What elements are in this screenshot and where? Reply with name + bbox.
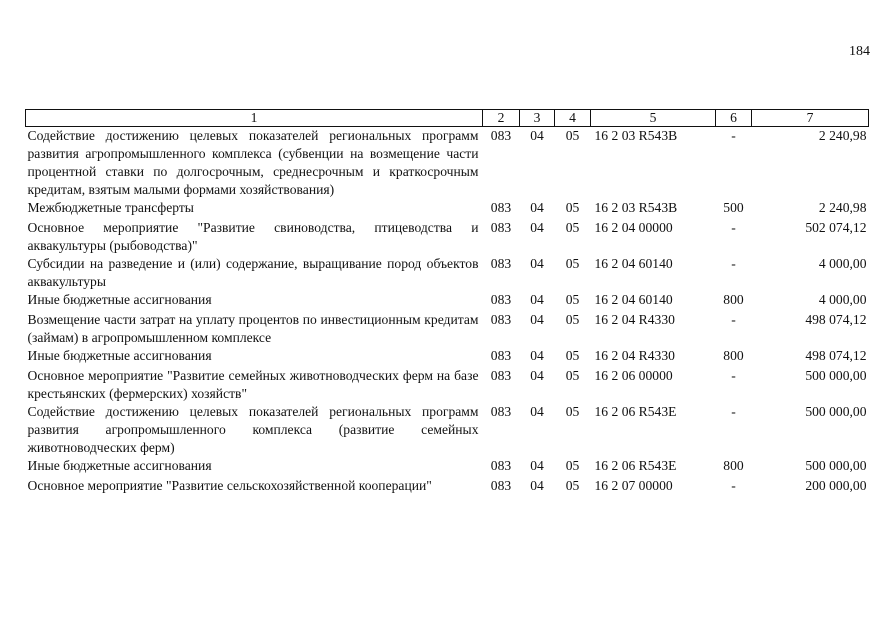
row-subsection: 05: [565, 404, 580, 419]
row-subsection: 05: [565, 368, 580, 383]
row-section: 04: [530, 368, 544, 383]
table-row: [26, 457, 869, 477]
row-code-ministry: 083: [490, 368, 512, 383]
row-name: Иные бюджетные ассигнования: [27, 348, 212, 363]
row-section: 04: [530, 220, 544, 235]
row-amount: 502 074,12: [805, 220, 867, 235]
row-target-article: 16 2 04 60140: [594, 256, 673, 271]
row-section: 04: [530, 348, 544, 363]
row-amount: 200 000,00: [805, 478, 867, 493]
page-number: 184: [849, 44, 870, 59]
row-code-ministry: 083: [490, 478, 512, 493]
column-header: 4: [555, 110, 591, 127]
row-expense-type: -: [731, 368, 736, 383]
row-subsection: 05: [565, 220, 580, 235]
column-header: 7: [752, 110, 869, 127]
row-subsection: 05: [565, 128, 580, 143]
row-target-article: 16 2 07 00000: [594, 478, 673, 493]
row-section: 04: [530, 200, 544, 215]
table-row: [26, 219, 869, 255]
row-subsection: 05: [565, 200, 580, 215]
row-expense-type: 800: [723, 292, 744, 307]
row-section: 04: [530, 256, 544, 271]
row-code-ministry: 083: [490, 220, 512, 235]
row-section: 04: [530, 128, 544, 143]
row-expense-type: -: [731, 478, 736, 493]
table-row: [26, 127, 869, 200]
row-target-article: 16 2 03 R543B: [594, 128, 678, 143]
table-row: [26, 291, 869, 311]
row-name: Субсидии на разведение и (или) содержание, выращивание пород объектов аквакультуры: [27, 256, 479, 289]
row-code-ministry: 083: [490, 256, 512, 271]
row-target-article: 16 2 04 R4330: [594, 312, 675, 327]
row-code-ministry: 083: [490, 312, 512, 327]
column-header: 1: [26, 110, 483, 127]
row-target-article: 16 2 04 R4330: [594, 348, 675, 363]
row-name: Основное мероприятие "Развитие свиноводства, птицеводства и аквакультуры (рыбоводства)": [27, 220, 479, 253]
table-row: [26, 477, 869, 497]
row-expense-type: -: [731, 312, 736, 327]
table-body: [26, 127, 869, 498]
row-name: Основное мероприятие "Развитие сельскохозяйственной кооперации": [27, 478, 432, 493]
row-amount: 4 000,00: [818, 256, 867, 271]
column-header: 2: [483, 110, 520, 127]
row-section: 04: [530, 312, 544, 327]
row-subsection: 05: [565, 478, 580, 493]
row-target-article: 16 2 04 00000: [594, 220, 673, 235]
row-expense-type: -: [731, 220, 736, 235]
row-expense-type: -: [731, 404, 736, 419]
row-name: Возмещение части затрат на уплату процентов по инвестиционным кредитам (займам) в агропромышленном комплексе: [27, 312, 479, 345]
row-code-ministry: 083: [490, 200, 512, 215]
row-section: 04: [530, 458, 544, 473]
row-expense-type: 800: [723, 348, 744, 363]
budget-table: [25, 109, 869, 497]
row-target-article: 16 2 03 R543B: [594, 200, 678, 215]
row-subsection: 05: [565, 256, 580, 271]
row-target-article: 16 2 06 00000: [594, 368, 673, 383]
row-code-ministry: 083: [490, 292, 512, 307]
table-row: [26, 347, 869, 367]
column-header: 5: [591, 110, 716, 127]
row-name: Иные бюджетные ассигнования: [27, 292, 212, 307]
table-row: [26, 255, 869, 291]
table-row: [26, 199, 869, 219]
row-subsection: 05: [565, 292, 580, 307]
row-code-ministry: 083: [490, 348, 512, 363]
row-subsection: 05: [565, 458, 580, 473]
row-name: Содействие достижению целевых показателей региональных программ развития агропромышленного комплекса (субвенции на возмещение части процентной ставки по долгосрочным, среднесрочным и краткосрочным кредитам, взятым малыми формами хозяйствования): [27, 128, 479, 197]
row-expense-type: -: [731, 128, 736, 143]
row-expense-type: 500: [723, 200, 744, 215]
row-amount: 2 240,98: [818, 200, 867, 215]
row-name: Межбюджетные трансферты: [27, 200, 194, 215]
table-row: [26, 311, 869, 347]
row-amount: 498 074,12: [805, 312, 867, 327]
row-name: Содействие достижению целевых показателей региональных программ развития агропромышленного комплекса (развитие семейных животноводческих ферм): [27, 404, 479, 455]
row-section: 04: [530, 404, 544, 419]
table-header: [26, 110, 869, 127]
row-target-article: 16 2 06 R543E: [594, 404, 677, 419]
row-subsection: 05: [565, 312, 580, 327]
row-code-ministry: 083: [490, 458, 512, 473]
row-name: Основное мероприятие "Развитие семейных животноводческих ферм на базе крестьянских (фермерских) хозяйств": [27, 368, 479, 401]
row-code-ministry: 083: [490, 404, 512, 419]
row-target-article: 16 2 06 R543E: [594, 458, 677, 473]
column-header: 6: [716, 110, 752, 127]
table-row: [26, 367, 869, 403]
row-section: 04: [530, 478, 544, 493]
row-section: 04: [530, 292, 544, 307]
row-subsection: 05: [565, 348, 580, 363]
row-amount: 500 000,00: [805, 368, 867, 383]
column-header: 3: [520, 110, 555, 127]
row-amount: 500 000,00: [805, 458, 867, 473]
row-expense-type: 800: [723, 458, 744, 473]
row-name: Иные бюджетные ассигнования: [27, 458, 212, 473]
row-amount: 4 000,00: [818, 292, 867, 307]
row-amount: 500 000,00: [805, 404, 867, 419]
row-target-article: 16 2 04 60140: [594, 292, 673, 307]
row-amount: 498 074,12: [805, 348, 867, 363]
row-expense-type: -: [731, 256, 736, 271]
table-row: [26, 403, 869, 457]
row-code-ministry: 083: [490, 128, 512, 143]
row-amount: 2 240,98: [818, 128, 867, 143]
